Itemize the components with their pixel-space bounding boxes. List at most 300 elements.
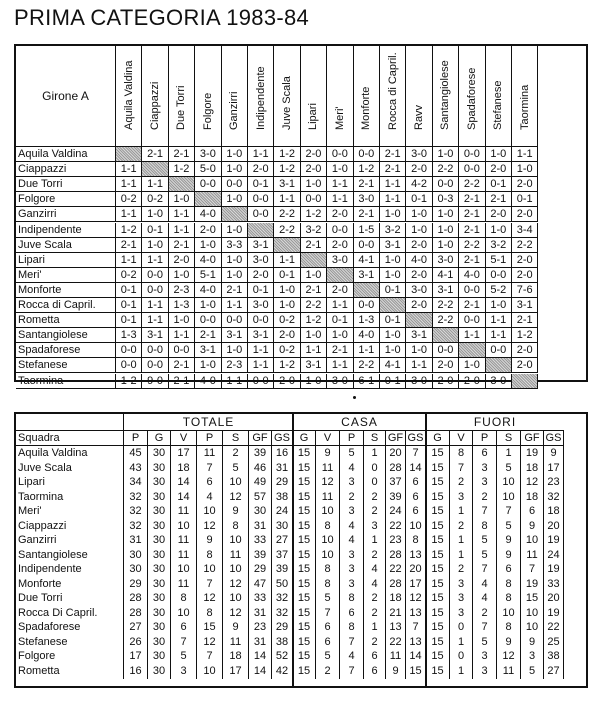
- standings-value: 10: [171, 562, 197, 577]
- matrix-result-cell: 1-0: [406, 223, 432, 238]
- matrix-result-cell: 1-0: [301, 268, 327, 283]
- standings-value: 19: [544, 606, 564, 621]
- standings-value: 22: [544, 620, 564, 635]
- standings-value: 11: [171, 577, 197, 592]
- matrix-result-cell: 2-0: [512, 253, 538, 268]
- standings-value: 15: [293, 620, 316, 635]
- matrix-result-cell: 1-1: [380, 177, 406, 192]
- standings-value: 26: [124, 635, 148, 650]
- standings-value: 7: [171, 635, 197, 650]
- matrix-row-team: Folgore: [16, 192, 116, 207]
- matrix-result-cell: 1-2: [354, 162, 380, 177]
- matrix-result-cell: 0-0: [486, 268, 512, 283]
- standings-value: 2: [450, 519, 473, 534]
- matrix-result-cell: 0-1: [512, 192, 538, 207]
- matrix-row-team: Aquila Valdina: [16, 147, 116, 162]
- standings-value: 22: [386, 519, 406, 534]
- standings-value: 4: [340, 519, 364, 534]
- matrix-result-cell: 7-6: [512, 283, 538, 298]
- page-title: PRIMA CATEGORIA 1983-84: [14, 5, 310, 30]
- matrix-result-cell: 2-0: [433, 358, 459, 373]
- standings-column-header: GS: [406, 431, 426, 446]
- standings-value: 4: [364, 562, 386, 577]
- standings-value: 11: [223, 635, 249, 650]
- standings-value: 7: [473, 620, 497, 635]
- matrix-result-cell: 0-2: [274, 343, 300, 358]
- standings-value: 15: [293, 591, 316, 606]
- standings-value: 39: [272, 562, 293, 577]
- standings-value: 3: [340, 504, 364, 519]
- standings-value: 2: [316, 664, 340, 679]
- standings-value: 1: [450, 533, 473, 548]
- matrix-result-cell: 0-0: [459, 147, 485, 162]
- standings-value: 34: [124, 475, 148, 490]
- matrix-result-cell: 4-0: [195, 253, 221, 268]
- matrix-result-cell: 1-1: [248, 343, 274, 358]
- standings-value: 32: [124, 519, 148, 534]
- matrix-result-cell: 2-0: [459, 374, 485, 389]
- matrix-result-cell: 0-1: [274, 268, 300, 283]
- matrix-result-cell: 2-0: [327, 238, 353, 253]
- standings-value: 10: [497, 490, 521, 505]
- matrix-column-header: [354, 46, 380, 147]
- matrix-row-team: Juve Scala: [16, 238, 116, 253]
- matrix-result-cell: 2-0: [486, 207, 512, 222]
- matrix-column-header: [116, 46, 142, 147]
- matrix-result-cell: 2-1: [459, 298, 485, 313]
- matrix-result-cell: 4-0: [459, 268, 485, 283]
- standings-value: 8: [340, 620, 364, 635]
- standings-value: 30: [148, 490, 171, 505]
- standings-value: 13: [386, 620, 406, 635]
- matrix-result-cell: 2-0: [248, 162, 274, 177]
- standings-value: 15: [293, 519, 316, 534]
- matrix-diagonal-cell: [459, 343, 485, 358]
- matrix-result-cell: 0-0: [116, 343, 142, 358]
- matrix-result-cell: 1-1: [327, 192, 353, 207]
- standings-value: 5: [473, 635, 497, 650]
- standings-value: 42: [272, 664, 293, 679]
- standings-value: 20: [544, 591, 564, 606]
- standings-value: 15: [521, 591, 544, 606]
- matrix-result-cell: 0-0: [459, 283, 485, 298]
- matrix-result-cell: 0-1: [380, 283, 406, 298]
- matrix-result-cell: 2-1: [142, 147, 168, 162]
- matrix-result-cell: 2-0: [327, 207, 353, 222]
- standings-value: 1: [450, 635, 473, 650]
- matrix-result-cell: 1-1: [459, 328, 485, 343]
- standings-value: 15: [426, 548, 450, 563]
- standings-value: 6: [406, 475, 426, 490]
- matrix-result-cell: 2-1: [459, 253, 485, 268]
- standings-value: 17: [124, 649, 148, 664]
- standings-value: 17: [544, 461, 564, 476]
- standings-value: 11: [197, 446, 223, 461]
- matrix-result-cell: 1-2: [274, 358, 300, 373]
- matrix-result-cell: 3-0: [248, 253, 274, 268]
- matrix-result-cell: 2-0: [512, 343, 538, 358]
- standings-team-name: Meri': [16, 504, 124, 519]
- matrix-result-cell: 1-0: [142, 207, 168, 222]
- standings-value: 31: [272, 461, 293, 476]
- matrix-result-cell: 2-0: [512, 358, 538, 373]
- matrix-result-cell: 1-0: [222, 223, 248, 238]
- matrix-result-cell: 0-0: [248, 374, 274, 389]
- matrix-column-header: [274, 46, 300, 147]
- standings-value: 3: [364, 519, 386, 534]
- matrix-result-cell: 1-2: [301, 207, 327, 222]
- standings-team-name: Juve Scala: [16, 461, 124, 476]
- matrix-result-cell: 1-2: [116, 223, 142, 238]
- matrix-result-cell: 1-0: [169, 313, 195, 328]
- matrix-result-cell: 0-0: [433, 343, 459, 358]
- matrix-result-cell: 2-2: [459, 177, 485, 192]
- matrix-result-cell: 2-1: [222, 283, 248, 298]
- standings-value: 3: [473, 461, 497, 476]
- standings-value: 4: [364, 577, 386, 592]
- standings-team-name: Spadaforese: [16, 620, 124, 635]
- standings-value: 2: [473, 490, 497, 505]
- matrix-result-cell: 2-2: [512, 238, 538, 253]
- matrix-result-cell: 4-1: [380, 358, 406, 373]
- matrix-result-cell: 1-3: [116, 328, 142, 343]
- standings-value: 7: [406, 620, 426, 635]
- matrix-result-cell: 0-1: [142, 223, 168, 238]
- matrix-result-cell: 1-0: [433, 223, 459, 238]
- standings-value: 4: [340, 461, 364, 476]
- matrix-result-cell: 2-0: [406, 268, 432, 283]
- matrix-result-cell: 4-2: [406, 177, 432, 192]
- matrix-result-cell: 0-0: [301, 192, 327, 207]
- standings-value: 15: [426, 562, 450, 577]
- standings-value: 12: [197, 591, 223, 606]
- matrix-result-cell: 4-0: [195, 207, 221, 222]
- matrix-column-header: [248, 46, 274, 147]
- matrix-result-cell: 1-1: [354, 343, 380, 358]
- matrix-column-label: Ciappazzi: [149, 81, 162, 130]
- matrix-result-cell: 2-2: [274, 223, 300, 238]
- standings-value: 9: [544, 446, 564, 461]
- standings-value: 9: [521, 635, 544, 650]
- standings-value: 3: [450, 606, 473, 621]
- standings-value: 6: [406, 490, 426, 505]
- matrix-result-cell: 1-1: [142, 313, 168, 328]
- matrix-result-cell: 4-0: [354, 328, 380, 343]
- standings-value: 29: [249, 562, 272, 577]
- matrix-result-cell: 0-1: [248, 283, 274, 298]
- standings-value: 50: [272, 577, 293, 592]
- matrix-result-cell: 0-0: [354, 298, 380, 313]
- standings-value: 29: [124, 577, 148, 592]
- matrix-result-cell: 2-0: [406, 162, 432, 177]
- matrix-result-cell: 3-3: [222, 238, 248, 253]
- standings-value: 45: [124, 446, 148, 461]
- matrix-result-cell: 2-0: [274, 374, 300, 389]
- standings-team-name: Indipendente: [16, 562, 124, 577]
- standings-value: 4: [340, 533, 364, 548]
- matrix-result-cell: 1-0: [195, 298, 221, 313]
- matrix-column-header: [512, 46, 538, 147]
- matrix-column-header: [169, 46, 195, 147]
- standings-value: 10: [197, 504, 223, 519]
- matrix-result-cell: 2-1: [354, 207, 380, 222]
- standings-value: 10: [521, 533, 544, 548]
- standings-value: 2: [364, 504, 386, 519]
- standings-value: 15: [293, 446, 316, 461]
- standings-value: 27: [544, 664, 564, 679]
- matrix-result-cell: 2-1: [169, 374, 195, 389]
- matrix-result-cell: 3-1: [142, 328, 168, 343]
- standings-column-header: Squadra: [16, 431, 124, 446]
- standings-column-header: V: [171, 431, 197, 446]
- standings-column-header: S: [497, 431, 521, 446]
- standings-column-header: GS: [272, 431, 293, 446]
- standings-column-header: P: [124, 431, 148, 446]
- matrix-result-cell: 0-0: [195, 177, 221, 192]
- matrix-result-cell: 1-0: [512, 162, 538, 177]
- matrix-result-cell: 1-1: [116, 253, 142, 268]
- matrix-result-cell: 2-2: [433, 298, 459, 313]
- matrix-result-cell: 1-0: [301, 374, 327, 389]
- matrix-row-team: Indipendente: [16, 223, 116, 238]
- standings-value: 8: [197, 548, 223, 563]
- matrix-result-cell: 0-0: [459, 162, 485, 177]
- standings-value: 5: [171, 649, 197, 664]
- matrix-diagonal-cell: [486, 358, 512, 373]
- matrix-result-cell: 1-0: [486, 147, 512, 162]
- standings-value: 1: [450, 664, 473, 679]
- standings-value: 14: [171, 475, 197, 490]
- standings-value: 23: [544, 475, 564, 490]
- standings-value: 7: [406, 446, 426, 461]
- standings-column-header: S: [364, 431, 386, 446]
- standings-value: 11: [171, 504, 197, 519]
- matrix-column-header: [433, 46, 459, 147]
- results-matrix: [14, 44, 588, 387]
- matrix-result-cell: 2-1: [459, 223, 485, 238]
- standings-value: 12: [406, 591, 426, 606]
- standings-value: 15: [293, 649, 316, 664]
- standings-value: 1: [497, 446, 521, 461]
- matrix-result-cell: 1-1: [406, 358, 432, 373]
- standings-value: 7: [473, 562, 497, 577]
- standings-value: 18: [171, 461, 197, 476]
- standings-team-name: Folgore: [16, 649, 124, 664]
- standings-team-name: Santangiolese: [16, 548, 124, 563]
- standings-value: 12: [197, 519, 223, 534]
- matrix-column-header: [380, 46, 406, 147]
- matrix-result-cell: 3-0: [433, 253, 459, 268]
- matrix-result-cell: 1-1: [142, 298, 168, 313]
- matrix-diagonal-cell: [248, 223, 274, 238]
- standings-value: 30: [148, 548, 171, 563]
- matrix-result-cell: 2-2: [301, 298, 327, 313]
- standings-value: 3: [450, 591, 473, 606]
- standings-group-fuori: FUORI: [426, 414, 564, 431]
- matrix-result-cell: 2-0: [248, 268, 274, 283]
- matrix-result-cell: 3-1: [406, 328, 432, 343]
- standings-team-name: Lipari: [16, 475, 124, 490]
- standings-value: 30: [148, 562, 171, 577]
- standings-value: 30: [148, 461, 171, 476]
- standings-value: 18: [521, 461, 544, 476]
- matrix-result-cell: 3-1: [274, 177, 300, 192]
- matrix-result-cell: 0-0: [142, 343, 168, 358]
- standings-value: 7: [521, 562, 544, 577]
- standings-value: 1: [364, 533, 386, 548]
- standings-value: 15: [426, 591, 450, 606]
- matrix-result-cell: 4-0: [195, 283, 221, 298]
- matrix-result-cell: 5-0: [195, 162, 221, 177]
- standings-value: 30: [148, 504, 171, 519]
- standings-value: 10: [497, 475, 521, 490]
- standings-value: 33: [249, 533, 272, 548]
- matrix-result-cell: 2-0: [195, 223, 221, 238]
- standings-value: 7: [450, 461, 473, 476]
- matrix-result-cell: 2-1: [327, 343, 353, 358]
- matrix-result-cell: 1-0: [433, 238, 459, 253]
- standings-value: 9: [316, 446, 340, 461]
- matrix-result-cell: 0-0: [459, 313, 485, 328]
- matrix-diagonal-cell: [142, 162, 168, 177]
- standings-value: 28: [386, 461, 406, 476]
- matrix-result-cell: 1-0: [222, 268, 248, 283]
- matrix-result-cell: 3-0: [327, 253, 353, 268]
- matrix-result-cell: 3-1: [301, 358, 327, 373]
- standings-value: 12: [521, 475, 544, 490]
- matrix-result-cell: 1-0: [222, 253, 248, 268]
- standings-value: 8: [340, 591, 364, 606]
- matrix-result-cell: 2-0: [169, 253, 195, 268]
- standings-value: 12: [497, 649, 521, 664]
- standings-value: 14: [406, 649, 426, 664]
- standings-value: 7: [473, 504, 497, 519]
- matrix-result-cell: 3-1: [380, 238, 406, 253]
- matrix-result-cell: 1-0: [222, 192, 248, 207]
- matrix-row-team: Monforte: [16, 283, 116, 298]
- matrix-result-cell: 1-2: [116, 374, 142, 389]
- matrix-diagonal-cell: [380, 298, 406, 313]
- standings-value: 10: [406, 519, 426, 534]
- matrix-result-cell: 2-1: [301, 238, 327, 253]
- matrix-result-cell: 0-0: [248, 313, 274, 328]
- matrix-row-team: Ciappazzi: [16, 162, 116, 177]
- matrix-column-label: Spadaforese: [465, 67, 478, 130]
- matrix-result-cell: 1-0: [327, 328, 353, 343]
- matrix-result-cell: 1-0: [222, 343, 248, 358]
- standings-value: 10: [171, 519, 197, 534]
- standings-value: 12: [223, 606, 249, 621]
- matrix-result-cell: 2-1: [459, 192, 485, 207]
- matrix-result-cell: 3-2: [301, 223, 327, 238]
- standings-team-name: Rometta: [16, 664, 124, 679]
- matrix-result-cell: 1-0: [274, 298, 300, 313]
- standings-value: 2: [450, 562, 473, 577]
- standings-value: 27: [272, 533, 293, 548]
- standings-value: 31: [249, 519, 272, 534]
- matrix-result-cell: 1-0: [433, 147, 459, 162]
- standings-value: 9: [521, 519, 544, 534]
- matrix-result-cell: 1-1: [116, 207, 142, 222]
- matrix-result-cell: 2-1: [169, 147, 195, 162]
- matrix-result-cell: 1-0: [380, 253, 406, 268]
- matrix-diagonal-cell: [406, 313, 432, 328]
- matrix-result-cell: 2-1: [195, 328, 221, 343]
- standings-value: 29: [272, 620, 293, 635]
- matrix-column-header: [459, 46, 485, 147]
- matrix-result-cell: 2-1: [354, 177, 380, 192]
- matrix-result-cell: 0-0: [248, 207, 274, 222]
- matrix-result-cell: 2-2: [433, 313, 459, 328]
- standings-value: 15: [426, 504, 450, 519]
- standings-value: 15: [426, 461, 450, 476]
- group-label: Girone A: [16, 46, 116, 147]
- matrix-result-cell: 0-0: [142, 283, 168, 298]
- matrix-diagonal-cell: [327, 268, 353, 283]
- standings-group-casa: CASA: [293, 414, 426, 431]
- matrix-result-cell: 0-2: [116, 192, 142, 207]
- matrix-result-cell: 0-0: [222, 177, 248, 192]
- matrix-result-cell: 1-5: [354, 223, 380, 238]
- standings-team-name: Aquila Valdina: [16, 446, 124, 461]
- matrix-result-cell: 9-0: [142, 374, 168, 389]
- matrix-result-cell: 1-0: [406, 343, 432, 358]
- matrix-result-cell: 0-1: [380, 374, 406, 389]
- matrix-result-cell: 1-0: [274, 283, 300, 298]
- standings-value: 10: [521, 620, 544, 635]
- standings-team-name: Rocca Di Capril.: [16, 606, 124, 621]
- matrix-column-label: Indipendente: [254, 66, 267, 130]
- standings-value: 4: [197, 490, 223, 505]
- standings-value: 10: [316, 504, 340, 519]
- matrix-diagonal-cell: [301, 253, 327, 268]
- matrix-diagonal-cell: [433, 328, 459, 343]
- standings-value: 31: [124, 533, 148, 548]
- matrix-column-header: [327, 46, 353, 147]
- matrix-result-cell: 0-1: [380, 313, 406, 328]
- matrix-result-cell: 3-0: [406, 147, 432, 162]
- matrix-result-cell: 1-1: [169, 207, 195, 222]
- standings-value: 5: [497, 461, 521, 476]
- standings-value: 12: [223, 490, 249, 505]
- matrix-result-cell: 2-1: [169, 358, 195, 373]
- standings-value: 3: [473, 475, 497, 490]
- standings-value: 15: [293, 490, 316, 505]
- standings-value: 7: [340, 664, 364, 679]
- standings-value: 15: [426, 606, 450, 621]
- standings-column-header: P: [340, 431, 364, 446]
- standings-value: 19: [544, 533, 564, 548]
- standings-column-header: GS: [544, 431, 564, 446]
- standings-value: 32: [272, 606, 293, 621]
- matrix-result-cell: 1-1: [248, 358, 274, 373]
- matrix-result-cell: 2-0: [406, 238, 432, 253]
- standings-value: 0: [450, 620, 473, 635]
- standings-column-header: P: [473, 431, 497, 446]
- standings-value: 38: [544, 649, 564, 664]
- matrix-result-cell: 1-1: [512, 147, 538, 162]
- standings-value: 8: [450, 446, 473, 461]
- matrix-result-cell: 1-0: [195, 238, 221, 253]
- matrix-result-cell: 1-3: [354, 313, 380, 328]
- matrix-result-cell: 0-0: [142, 358, 168, 373]
- standings-value: 11: [316, 461, 340, 476]
- standings-value: 33: [544, 577, 564, 592]
- standings-value: 15: [293, 577, 316, 592]
- standings-value: 15: [426, 519, 450, 534]
- standings-value: 6: [171, 620, 197, 635]
- matrix-result-cell: 1-1: [327, 298, 353, 313]
